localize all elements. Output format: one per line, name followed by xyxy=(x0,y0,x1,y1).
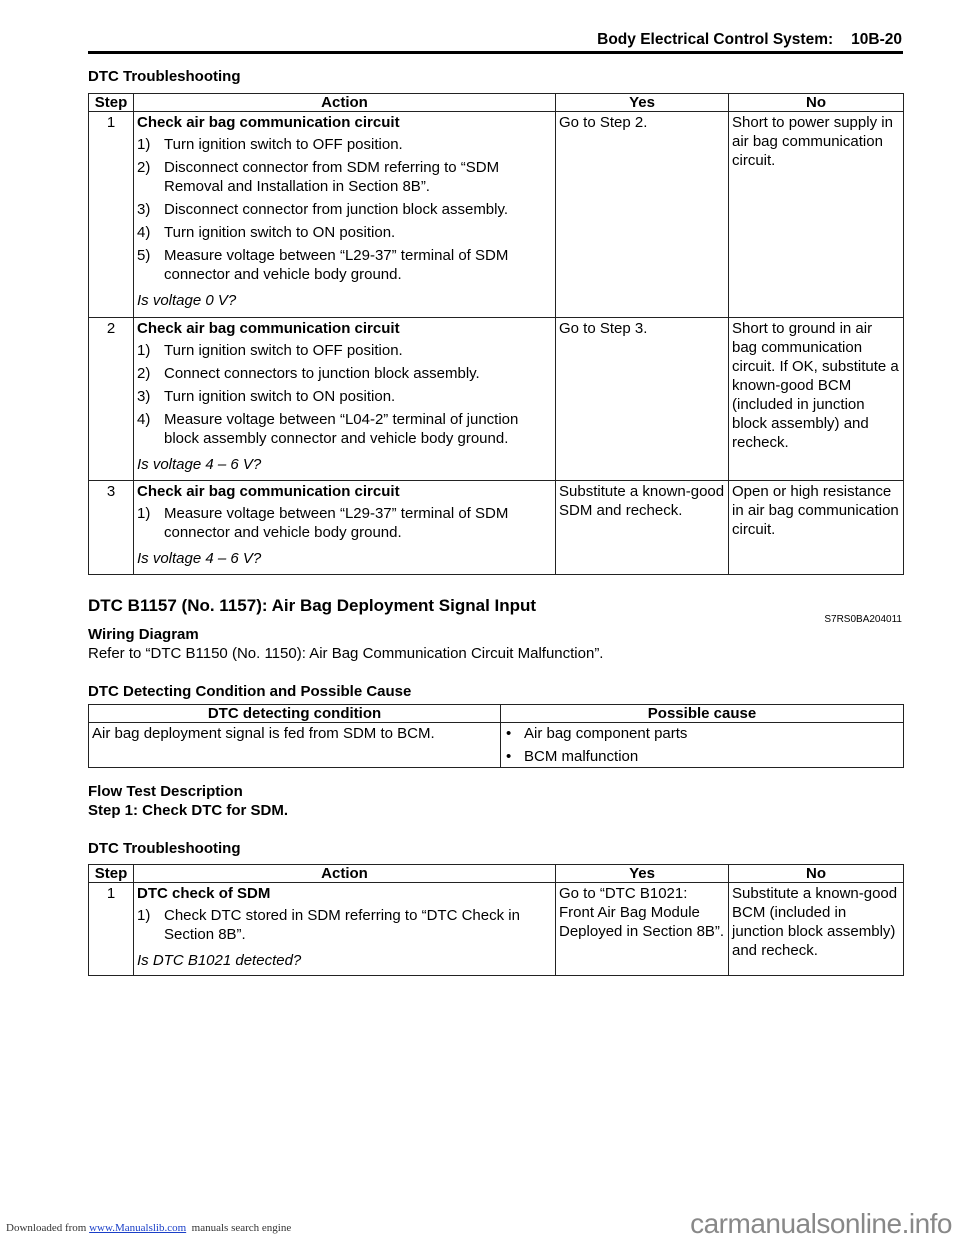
col-action: Action xyxy=(134,94,556,112)
yes-cell: Go to Step 2. xyxy=(556,112,729,318)
step-number: 1 xyxy=(89,883,134,976)
question: Is voltage 0 V? xyxy=(137,292,237,309)
table-row xyxy=(89,112,904,318)
action-item: 4) Turn ignition switch to ON position. xyxy=(137,224,396,241)
action-item: 4) Measure voltage between “L04-2” terminal of junction block assembly connector and vehicle body ground. xyxy=(137,411,519,447)
table-row xyxy=(89,318,904,481)
col-condition: DTC detecting condition xyxy=(89,705,501,723)
question: Is voltage 4 – 6 V? xyxy=(137,456,262,473)
action-item: 1) Measure voltage between “L29-37” terminal of SDM connector and vehicle body ground. xyxy=(137,505,509,541)
step-number: 2 xyxy=(89,318,134,481)
section-code: S7RS0BA204011 xyxy=(824,614,902,625)
action-title: DTC check of SDM xyxy=(137,885,271,902)
action-title: Check air bag communication circuit xyxy=(137,320,400,337)
action-title: Check air bag communication circuit xyxy=(137,114,400,131)
action-item: 1) Turn ignition switch to OFF position. xyxy=(137,342,403,359)
question: Is voltage 4 – 6 V? xyxy=(137,550,262,567)
footer xyxy=(6,1222,291,1234)
watermark: carmanualsonline.info xyxy=(690,1208,952,1239)
action-cell xyxy=(134,112,556,318)
action-cell xyxy=(134,318,556,481)
action-cell xyxy=(134,481,556,575)
wiring-text: Refer to “DTC B1150 (No. 1150): Air Bag Communication Circuit Malfunction”. xyxy=(88,645,604,662)
yes-cell: Go to Step 3. xyxy=(556,318,729,481)
step-number: 3 xyxy=(89,481,134,575)
page-header: Body Electrical Control System: 10B-20 xyxy=(597,31,902,48)
trouble-heading: DTC Troubleshooting xyxy=(88,840,241,857)
action-item: 1) Turn ignition switch to OFF position. xyxy=(137,136,403,153)
table-row xyxy=(89,883,904,976)
cause-item: • BCM malfunction xyxy=(504,747,900,766)
page-number: 10B-20 xyxy=(851,31,902,48)
table-header-row xyxy=(89,705,904,723)
flow-heading: Flow Test Description xyxy=(88,783,243,800)
detecting-condition-table xyxy=(88,704,904,768)
table-header-row xyxy=(89,865,904,883)
action-item: 5) Measure voltage between “L29-37” terminal of SDM connector and vehicle body ground. xyxy=(137,247,509,283)
cause-item: • Air bag component parts xyxy=(504,724,900,743)
no-cell: Short to ground in air bag communication circuit. If OK, substitute a known-good BCM (included in junction block assembly) and recheck. xyxy=(729,318,904,481)
no-cell: Substitute a known-good BCM (included in junction block assembly) and recheck. xyxy=(729,883,904,976)
action-item: 2) Disconnect connector from SDM referring to “SDM Removal and Installation in Section 8B”. xyxy=(137,159,500,195)
table-row xyxy=(89,723,904,768)
col-no: No xyxy=(729,94,904,112)
action-title: Check air bag communication circuit xyxy=(137,483,400,500)
detect-heading: DTC Detecting Condition and Possible Cause xyxy=(88,683,412,700)
footer-prefix: Downloaded from xyxy=(6,1222,87,1234)
flow-step: Step 1: Check DTC for SDM. xyxy=(88,802,289,819)
col-step: Step xyxy=(89,865,134,883)
yes-cell: Substitute a known-good SDM and recheck. xyxy=(556,481,729,575)
header-rule xyxy=(88,51,903,54)
condition-cell: Air bag deployment signal is fed from SDM to BCM. xyxy=(89,723,501,768)
action-item: 3) Turn ignition switch to ON position. xyxy=(137,388,396,405)
action-item: 2) Connect connectors to junction block assembly. xyxy=(137,365,480,382)
table-row xyxy=(89,481,904,575)
question: Is DTC B1021 detected? xyxy=(137,952,302,969)
no-cell: Open or high resistance in air bag communication circuit. xyxy=(729,481,904,575)
col-action: Action xyxy=(134,865,556,883)
no-cell: Short to power supply in air bag communication circuit. xyxy=(729,112,904,318)
action-item: 3) Disconnect connector from junction block assembly. xyxy=(137,201,509,218)
wiring-heading: Wiring Diagram xyxy=(88,626,199,643)
action-item: 1) Check DTC stored in SDM referring to “DTC Check in Section 8B”. xyxy=(137,907,520,943)
manualslib-link[interactable]: www.Manualslib.com xyxy=(89,1222,187,1234)
section-title: DTC B1157 (No. 1157): Air Bag Deployment Signal Input xyxy=(88,596,537,615)
yes-cell: Go to “DTC B1021: Front Air Bag Module Deployed in Section 8B”. xyxy=(556,883,729,976)
col-yes: Yes xyxy=(556,865,729,883)
step-number: 1 xyxy=(89,112,134,318)
footer-suffix: manuals search engine xyxy=(191,1222,292,1234)
troubleshooting-table-1 xyxy=(88,93,904,575)
col-yes: Yes xyxy=(556,94,729,112)
col-no: No xyxy=(729,865,904,883)
col-step: Step xyxy=(89,94,134,112)
table-header-row xyxy=(89,94,904,112)
action-cell xyxy=(134,883,556,976)
col-cause: Possible cause xyxy=(501,705,904,723)
cause-cell xyxy=(501,723,904,768)
troubleshooting-table-2 xyxy=(88,864,904,976)
heading-dtc-troubleshooting: DTC Troubleshooting xyxy=(88,68,241,85)
